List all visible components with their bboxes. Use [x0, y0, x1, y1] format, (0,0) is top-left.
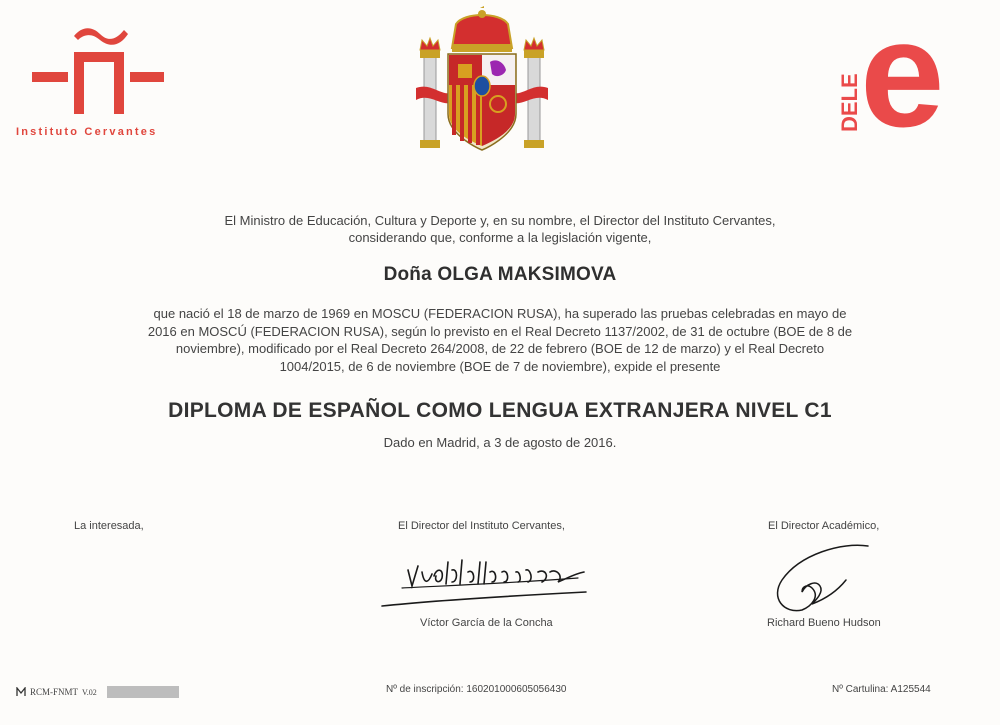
paragraph-line-1: que nació el 18 de marzo de 1969 en MOSCU (FEDERACION RUSA), ha superado las pruebas celebradas en mayo de [153, 306, 847, 321]
instituto-cervantes-wordmark: Instituto Cervantes [16, 126, 158, 138]
redacted-block [107, 686, 179, 698]
spain-coat-of-arms-icon [412, 6, 552, 156]
paragraph-line-3: noviembre), modificado por el Real Decreto 264/2008, de 22 de febrero (BOE de 12 de marzo) y el Real Decreto [175, 341, 825, 356]
dele-logo [836, 0, 956, 159]
holder-name: Doña OLGA MAKSIMOVA [383, 264, 617, 285]
diploma-title: DIPLOMA DE ESPAÑOL COMO LENGUA EXTRANJERA NIVEL C1 [168, 399, 832, 422]
body-paragraph [0, 305, 1000, 375]
dele-e-letter: e [860, 0, 945, 159]
dele-vertical-wordmark [836, 34, 862, 134]
paragraph-line-2: 2016 en MOSCÚ (FEDERACION RUSA), según lo previsto en el Real Decreto 1137/2002, de 31 de octubre (BOE de 8 de [147, 323, 853, 339]
form-version: V.02 [82, 687, 97, 697]
inscription-number: Nº de inscripción: 160201000605056430 [386, 684, 567, 695]
director-name: Víctor García de la Concha [420, 617, 553, 629]
svg-text:DELE: DELE [837, 73, 862, 132]
form-code-text: RCM-FNMT [30, 687, 79, 697]
academic-director-signature-icon [772, 540, 876, 616]
fnmt-mark-icon [16, 687, 26, 697]
director-signature-icon [378, 548, 590, 614]
issue-date: Dado en Madrid, a 3 de agosto de 2016. [383, 435, 617, 450]
director-signature-label: El Director del Instituto Cervantes, [398, 520, 565, 532]
paragraph-line-4: 1004/2015, de 6 de noviembre (BOE de 7 de noviembre), expide el presente [279, 358, 721, 374]
academic-director-name: Richard Bueno Hudson [767, 617, 881, 629]
form-code [16, 686, 179, 698]
instituto-cervantes-symbol-icon [32, 22, 164, 122]
intro-text [0, 212, 1000, 246]
intro-line-1: El Ministro de Educación, Cultura y Deporte y, en su nombre, el Director del Instituto Cervantes, [224, 213, 776, 228]
holder-signature-label: La interesada, [74, 520, 144, 532]
intro-line-2: considerando que, conforme a la legislación vigente, [348, 230, 652, 245]
instituto-cervantes-logo [14, 22, 184, 142]
academic-director-signature-label: El Director Académico, [768, 520, 880, 532]
cartulina-number: Nº Cartulina: A125544 [832, 684, 931, 695]
